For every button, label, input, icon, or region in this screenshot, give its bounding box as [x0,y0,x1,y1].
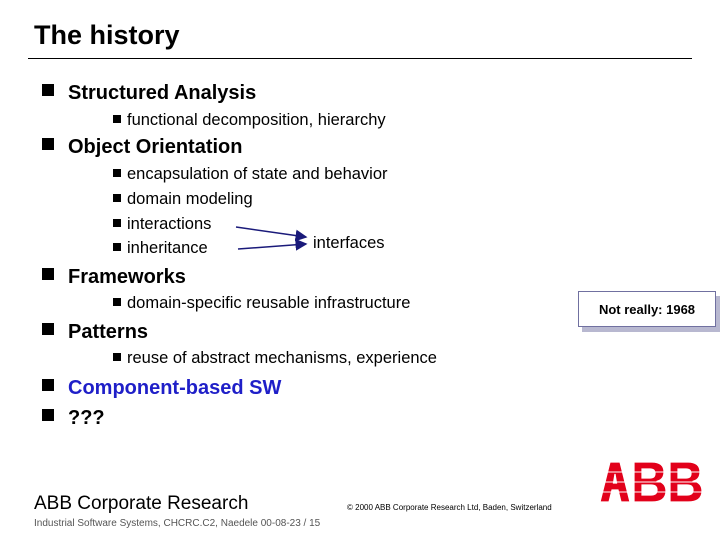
bullet-label: Object Orientation [68,136,243,158]
bullet-label: Patterns [68,321,149,343]
sub-bullet-label: domain-specific reusable infrastructure [127,294,411,312]
copyright-text: © 2000 ABB Corporate Research Ltd, Baden, Switzerland [347,503,552,512]
sub-bullet [113,348,437,368]
interfaces-label: interfaces [313,234,385,252]
footer-sub: Industrial Software Systems, CHCRC.C2, Naedele 00-08-23 / 15 [34,518,321,529]
sub-bullet-label: reuse of abstract mechanisms, experience [127,349,437,367]
square-bullet-icon [42,409,54,421]
bullet-label: Component-based SW [68,377,282,399]
arrow-interactions-to-interfaces [236,227,306,237]
bullet-label: Frameworks [68,266,186,288]
square-bullet-icon [42,379,54,391]
abb-logo-icon [596,458,708,504]
square-bullet-icon [42,268,54,280]
callout-box: Not really: 1968 [578,291,716,327]
square-bullet-icon [113,353,121,361]
bullet-component-based [42,376,281,400]
arrow-inheritance-to-interfaces [238,244,306,249]
bullet-frameworks [42,265,186,289]
sub-bullet-label: interactions [127,215,212,233]
bullet-patterns [42,320,148,344]
sub-bullet-label: domain modeling [127,190,253,208]
sub-bullet [113,293,410,313]
square-bullet-icon [42,323,54,335]
sub-bullet-label: inheritance [127,239,208,257]
sub-bullet-label: encapsulation of state and behavior [127,165,388,183]
bullet-unknown [42,406,105,430]
slide-title: The history [34,20,180,50]
bullet-label: ??? [68,407,105,429]
sub-bullet-label: functional decomposition, hierarchy [127,111,386,129]
footer-org: ABB Corporate Research [34,493,249,514]
bullet-label: Structured Analysis [68,82,257,104]
square-bullet-icon [113,298,121,306]
